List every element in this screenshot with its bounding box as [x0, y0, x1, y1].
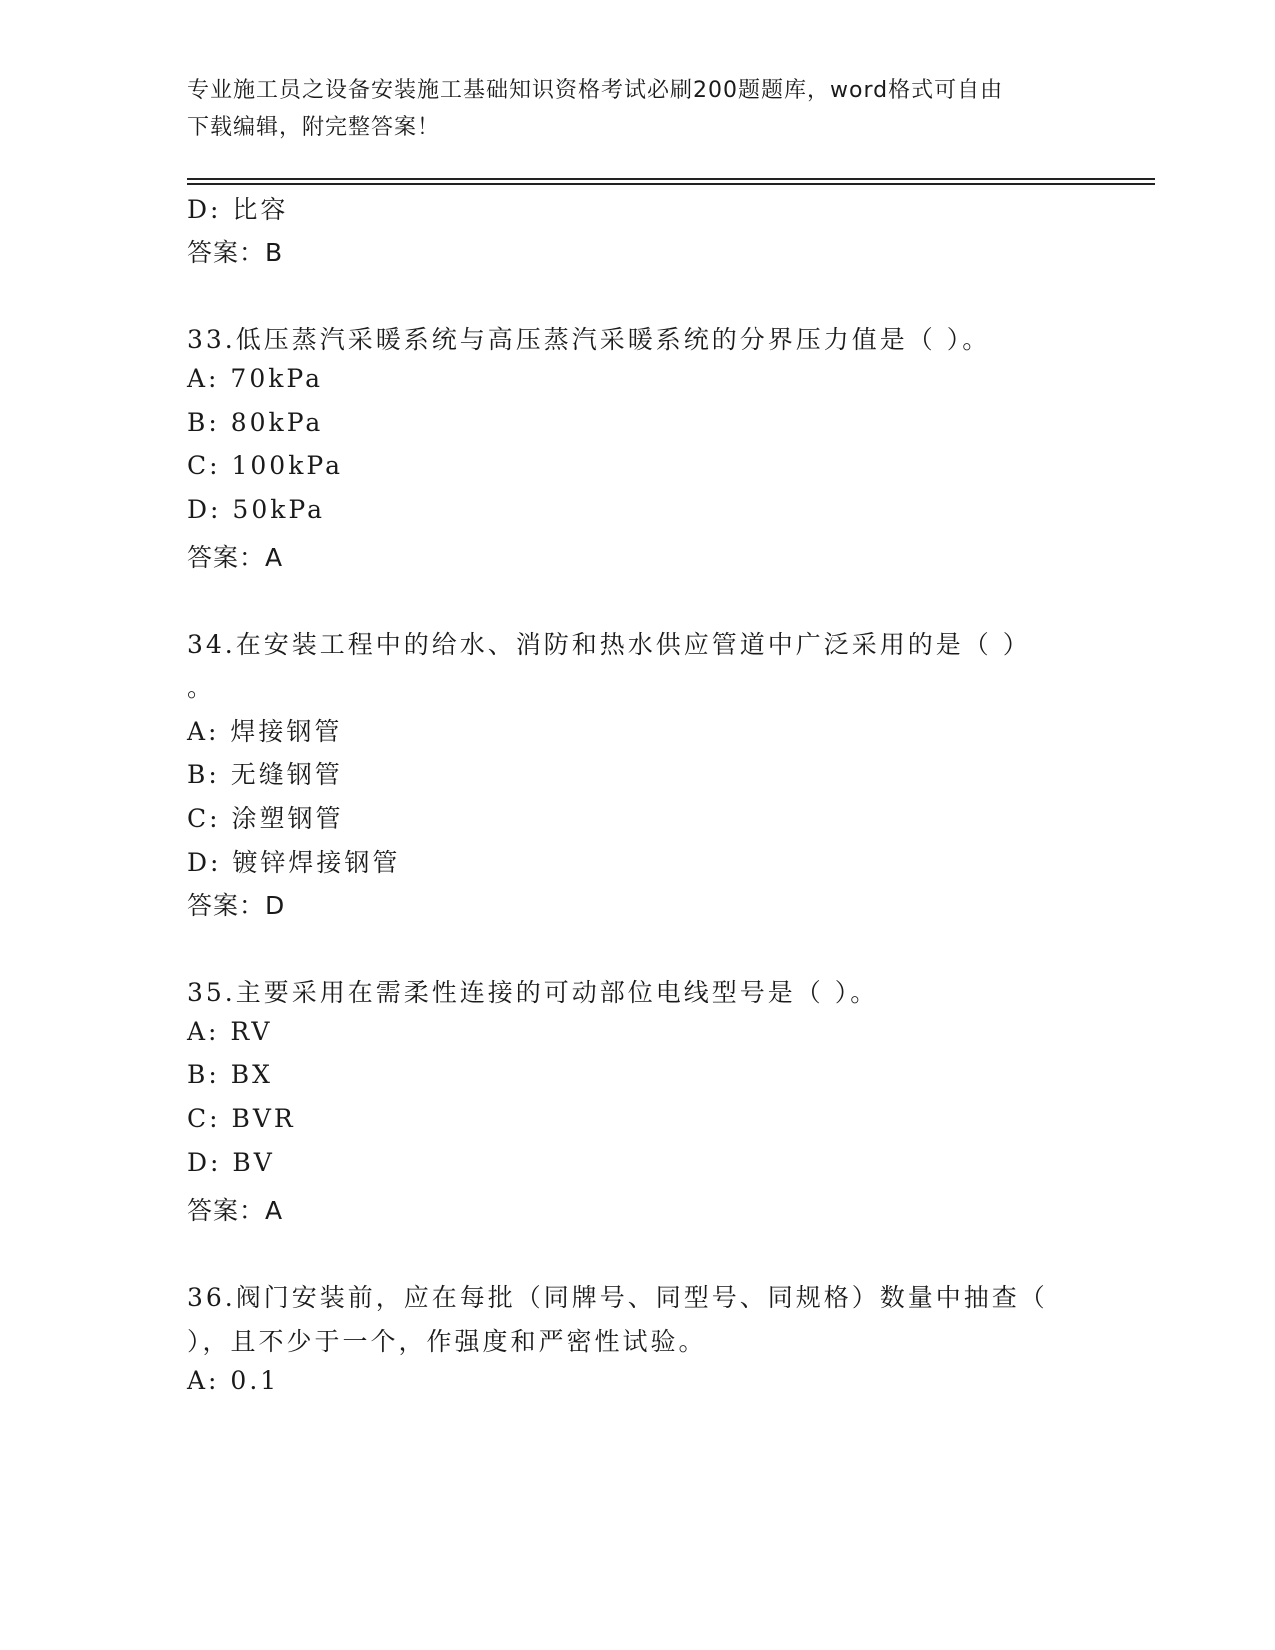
- q34-answer: 答案：D: [187, 891, 286, 920]
- header-divider-top: [187, 178, 1155, 180]
- q33-option-a: A: 70kPa: [187, 364, 323, 393]
- q34-option-d: D: 镀锌焊接钢管: [187, 848, 401, 877]
- q34-stem-line-1: 34.在安装工程中的给水、消防和热水供应管道中广泛采用的是（ ）: [187, 630, 1031, 659]
- q34-option-b: B: 无缝钢管: [187, 760, 343, 789]
- q36-option-a: A: 0.1: [187, 1366, 280, 1395]
- header-title-line-1: 专业施工员之设备安装施工基础知识资格考试必刷200题题库，word格式可自由: [187, 78, 1004, 103]
- q33-answer: 答案：A: [187, 543, 284, 572]
- q35-answer: 答案：A: [187, 1196, 284, 1225]
- q35-stem: 35.主要采用在需柔性连接的可动部位电线型号是（ ）。: [187, 978, 879, 1007]
- header-title-line-2: 下载编辑，附完整答案！: [187, 115, 441, 140]
- q34-option-c: C: 涂塑钢管: [187, 804, 344, 833]
- q33-option-d: D: 50kPa: [187, 495, 325, 524]
- q35-option-b: B: BX: [187, 1060, 273, 1089]
- prev-option-d: D: 比容: [187, 195, 289, 224]
- q34-option-a: A: 焊接钢管: [187, 717, 343, 746]
- prev-answer: 答案：B: [187, 238, 284, 267]
- q34-stem-line-2: 。: [187, 673, 216, 702]
- document-header: [187, 72, 1077, 146]
- q36-stem-line-2: ），且不少于一个，作强度和严密性试验。: [187, 1327, 707, 1356]
- q36-stem-line-1: 36.阀门安装前，应在每批（同牌号、同型号、同规格）数量中抽查（: [187, 1283, 1048, 1312]
- q35-option-d: D: BV: [187, 1148, 275, 1177]
- q33-option-b: B: 80kPa: [187, 408, 324, 437]
- q33-option-c: C: 100kPa: [187, 451, 343, 480]
- q33-stem: 33.低压蒸汽采暖系统与高压蒸汽采暖系统的分界压力值是（ ）。: [187, 325, 991, 354]
- q35-option-c: C: BVR: [187, 1104, 296, 1133]
- header-divider-bottom: [187, 183, 1155, 185]
- q35-option-a: A: RV: [187, 1017, 273, 1046]
